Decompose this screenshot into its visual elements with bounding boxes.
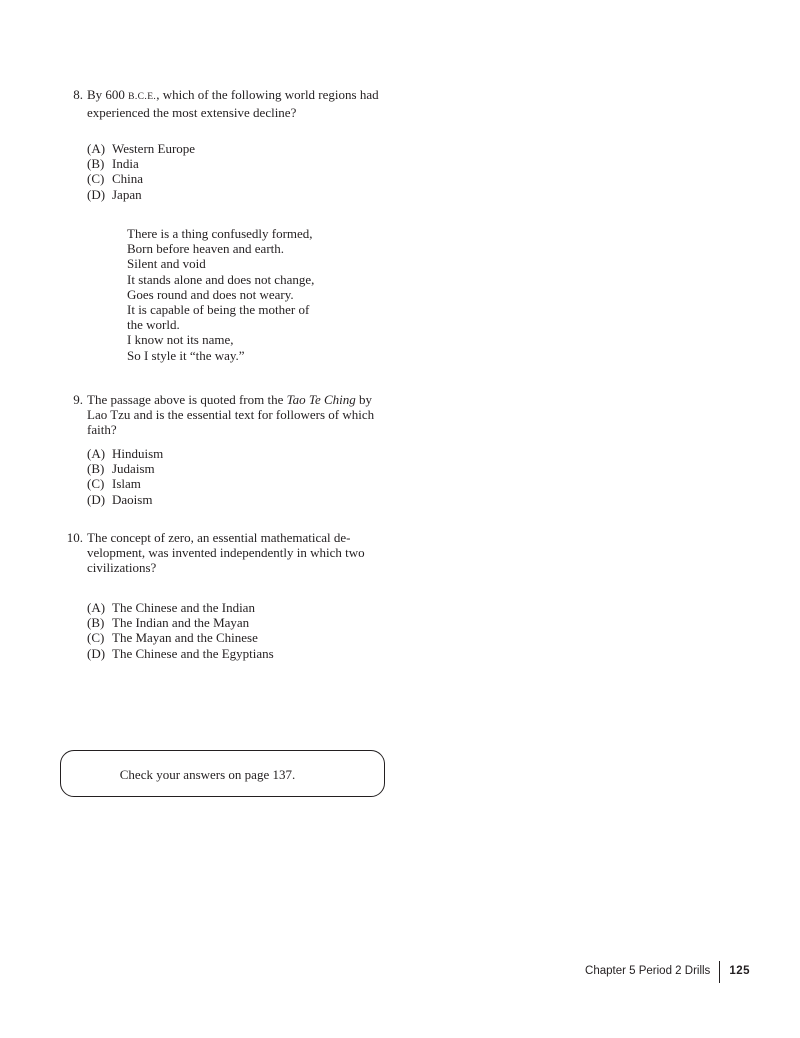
choice-letter: (C) (87, 476, 105, 492)
passage-line: the world. (127, 317, 180, 333)
choice-text: The Indian and the Mayan (112, 615, 250, 631)
question-10-choices (87, 600, 274, 661)
choice-letter: (C) (87, 171, 105, 187)
question-9-choice-a (87, 446, 163, 461)
passage-line: Goes round and does not weary. (127, 286, 294, 302)
question-9-choice-b (87, 461, 163, 476)
question-8-stem-suffix: , which of the following world regions had experienced the most extensive decline? (87, 87, 379, 121)
choice-text: Japan (112, 186, 142, 202)
question-10-choice-a (87, 600, 274, 615)
choice-text: Judaism (112, 461, 155, 477)
check-answers-text: Check your answers on page 137. (119, 767, 296, 783)
question-9-choices (87, 446, 163, 507)
choice-letter: (A) (87, 600, 106, 615)
question-8-choice-c (87, 171, 195, 186)
question-9-number: 9. (73, 392, 83, 407)
check-answers-box (60, 750, 385, 797)
choice-letter: (A) (87, 446, 106, 461)
passage-line: It is capable of being the mother of (127, 301, 310, 317)
choice-text: Hinduism (112, 446, 164, 461)
choice-text: The Chinese and the Indian (112, 600, 255, 615)
question-8-choice-b (87, 156, 195, 171)
question-10-choice-d (87, 646, 274, 661)
choice-text: Daoism (112, 491, 153, 507)
quoted-passage (127, 226, 327, 363)
question-9-choice-c (87, 476, 163, 491)
question-10-stem (62, 530, 392, 576)
question-9 (62, 392, 392, 438)
choice-text: The Chinese and the Egyptians (112, 645, 274, 661)
passage-line: I know not its name, (127, 332, 234, 348)
question-8-stem-era: B.C.E. (128, 92, 157, 102)
choice-text: Islam (112, 476, 141, 492)
footer-divider (719, 961, 720, 983)
choice-letter: (B) (87, 156, 105, 172)
choice-letter: (D) (87, 645, 106, 661)
question-10-number: 10. (66, 530, 83, 545)
question-10-choice-c (87, 630, 274, 645)
choice-letter: (A) (87, 141, 106, 156)
passage-line: There is a thing confusedly formed, (127, 226, 313, 241)
question-8-stem-prefix: By 600 (87, 87, 129, 102)
question-9-stem-title: Tao Te Ching (286, 392, 356, 407)
passage-line: Born before heaven and earth. (127, 241, 285, 257)
page-footer (585, 961, 750, 983)
footer-chapter-title: Chapter 5 Period 2 Drills (585, 965, 711, 978)
choice-text: India (112, 156, 139, 172)
question-9-stem-suffix: by Lao Tzu and is the essential text for followers of which faith? (87, 392, 375, 438)
passage-line: It stands alone and does not change, (127, 271, 315, 287)
question-8-choice-a (87, 141, 195, 156)
passage-line: Silent and void (127, 256, 206, 272)
page-number: 125 (729, 965, 750, 978)
question-9-choice-d (87, 492, 163, 507)
choice-letter: (B) (87, 461, 105, 477)
question-8-choice-d (87, 187, 195, 202)
question-10 (62, 530, 392, 576)
choice-text: China (112, 171, 144, 187)
choice-text: Western Europe (112, 141, 196, 156)
choice-text: The Mayan and the Chinese (112, 630, 258, 646)
question-9-stem-prefix: The passage above is quoted from the (87, 392, 287, 407)
choice-letter: (D) (87, 186, 106, 202)
question-8-choices (87, 141, 195, 202)
question-10-choice-b (87, 615, 274, 630)
question-8 (62, 87, 392, 120)
question-8-number: 8. (73, 87, 83, 102)
choice-letter: (C) (87, 630, 105, 646)
question-10-stem-text: The concept of zero, an essential mathematical de-velopment, was invented independently in which two civilizations? (87, 530, 365, 576)
choice-letter: (B) (87, 615, 105, 631)
passage-line: So I style it “the way.” (127, 347, 245, 363)
question-8-stem (62, 87, 392, 120)
question-9-stem (62, 392, 392, 438)
choice-letter: (D) (87, 491, 106, 507)
